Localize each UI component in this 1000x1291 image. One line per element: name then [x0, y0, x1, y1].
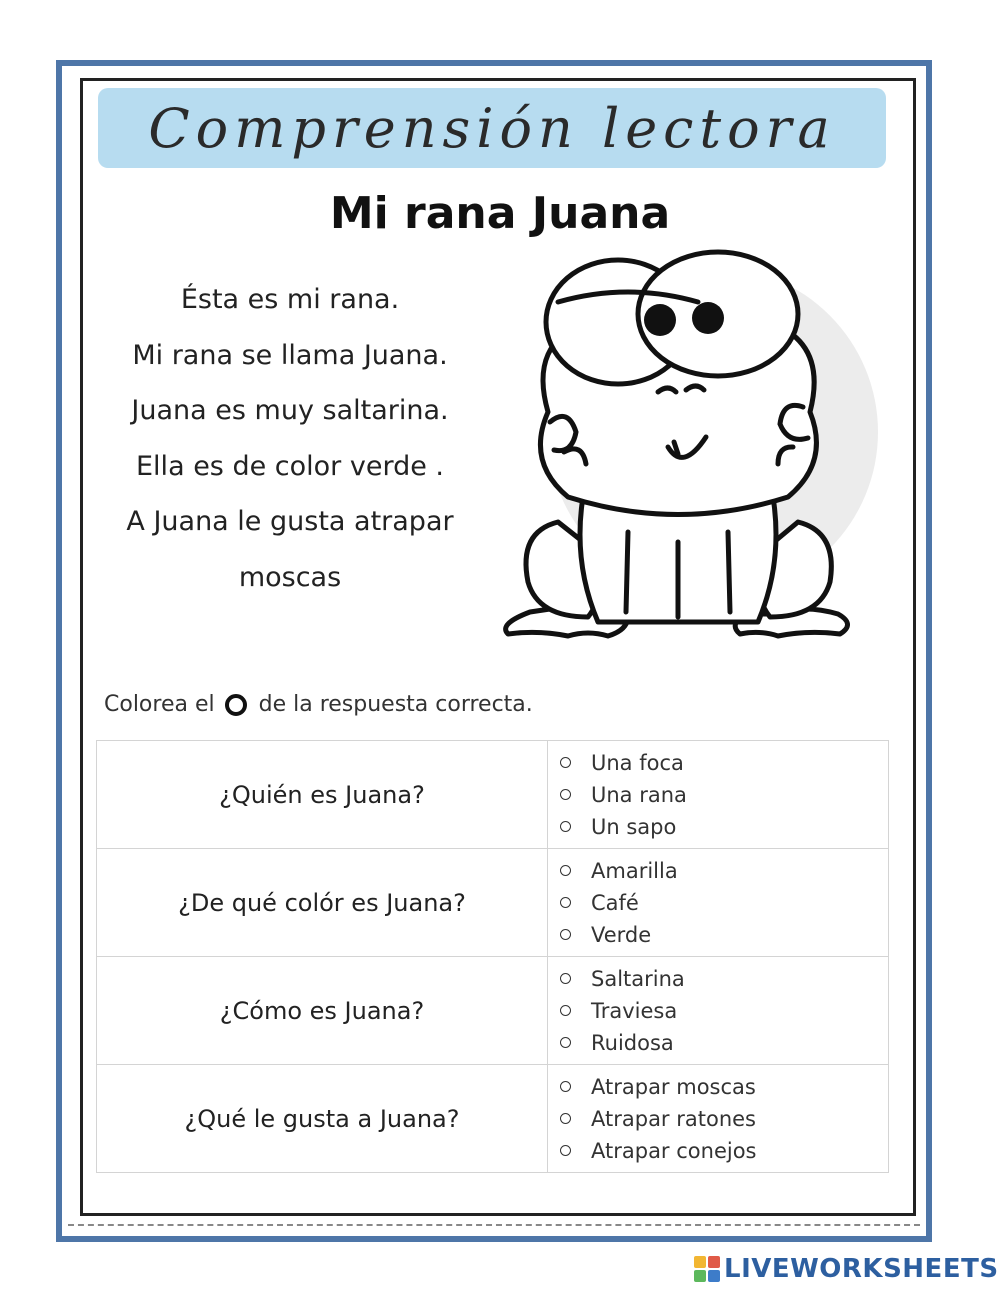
circle-icon[interactable]: [560, 973, 571, 984]
banner-title: Comprensión lectora: [148, 96, 836, 160]
option-label: Un sapo: [591, 814, 677, 839]
brand-name: LIVEWORKSHEETS: [724, 1254, 999, 1284]
answer-option[interactable]: [548, 887, 888, 919]
brand-footer: [694, 1252, 999, 1286]
answer-option[interactable]: [548, 779, 888, 811]
answer-option[interactable]: [548, 747, 888, 779]
answer-option[interactable]: [548, 1071, 888, 1103]
option-label: Verde: [591, 922, 652, 947]
circle-icon[interactable]: [560, 1081, 571, 1092]
circle-icon[interactable]: [560, 757, 571, 768]
answer-option[interactable]: [548, 963, 888, 995]
story-line: Mi rana se llama Juana.: [132, 339, 448, 371]
question-text: ¿De qué colór es Juana?: [97, 849, 548, 957]
answer-option[interactable]: [548, 1135, 888, 1167]
answer-option[interactable]: [548, 855, 888, 887]
table-row: [97, 1065, 889, 1173]
question-text: ¿Quién es Juana?: [97, 741, 548, 849]
options-cell: [548, 849, 889, 957]
circle-icon[interactable]: [560, 1113, 571, 1124]
circle-icon[interactable]: [560, 1005, 571, 1016]
story-line: moscas: [238, 561, 342, 593]
header-banner: [98, 88, 886, 168]
story-line: A Juana le gusta atrapar: [126, 506, 454, 537]
instruction-before: Colorea el: [104, 692, 215, 717]
option-label: Saltarina: [591, 966, 685, 991]
options-cell: [548, 741, 889, 849]
option-label: Café: [591, 890, 639, 915]
option-label: Atrapar ratones: [591, 1106, 756, 1131]
instruction: [104, 692, 533, 717]
options-cell: [548, 957, 889, 1065]
option-label: Atrapar conejos: [591, 1138, 757, 1163]
story-title: Mi rana Juana: [329, 188, 671, 239]
circle-icon[interactable]: [560, 821, 571, 832]
answer-option[interactable]: [548, 919, 888, 951]
circle-icon[interactable]: [560, 1145, 571, 1156]
story-text: [90, 272, 490, 605]
answer-option[interactable]: [548, 811, 888, 843]
question-text: ¿Cómo es Juana?: [97, 957, 548, 1065]
story-line: Juana es muy saltarina.: [131, 395, 449, 426]
question-text: ¿Qué le gusta a Juana?: [97, 1065, 548, 1173]
option-label: Amarilla: [591, 858, 678, 883]
answer-option[interactable]: [548, 995, 888, 1027]
option-label: Traviesa: [591, 998, 678, 1023]
answer-option[interactable]: [548, 1027, 888, 1059]
option-label: Ruidosa: [591, 1030, 674, 1055]
option-label: Una rana: [591, 782, 687, 807]
circle-icon[interactable]: [560, 897, 571, 908]
story-line: Ésta es mi rana.: [180, 284, 400, 315]
questions-table: [96, 740, 889, 1173]
table-row: [97, 741, 889, 849]
table-row: [97, 849, 889, 957]
worksheet-dashed-line: [68, 1224, 920, 1226]
answer-option[interactable]: [548, 1103, 888, 1135]
circle-icon[interactable]: [560, 1037, 571, 1048]
circle-icon[interactable]: [560, 789, 571, 800]
circle-icon[interactable]: [560, 865, 571, 876]
story-line: Ella es de color verde .: [136, 450, 444, 482]
table-row: [97, 957, 889, 1065]
circle-icon[interactable]: [560, 929, 571, 940]
instruction-after: de la respuesta correcta.: [258, 692, 533, 717]
options-cell: [548, 1065, 889, 1173]
frog-icon: [478, 232, 878, 662]
liveworksheets-logo-icon: [694, 1256, 720, 1282]
option-label: Atrapar moscas: [591, 1074, 756, 1099]
option-label: Una foca: [591, 750, 684, 775]
circle-icon: [225, 694, 247, 716]
